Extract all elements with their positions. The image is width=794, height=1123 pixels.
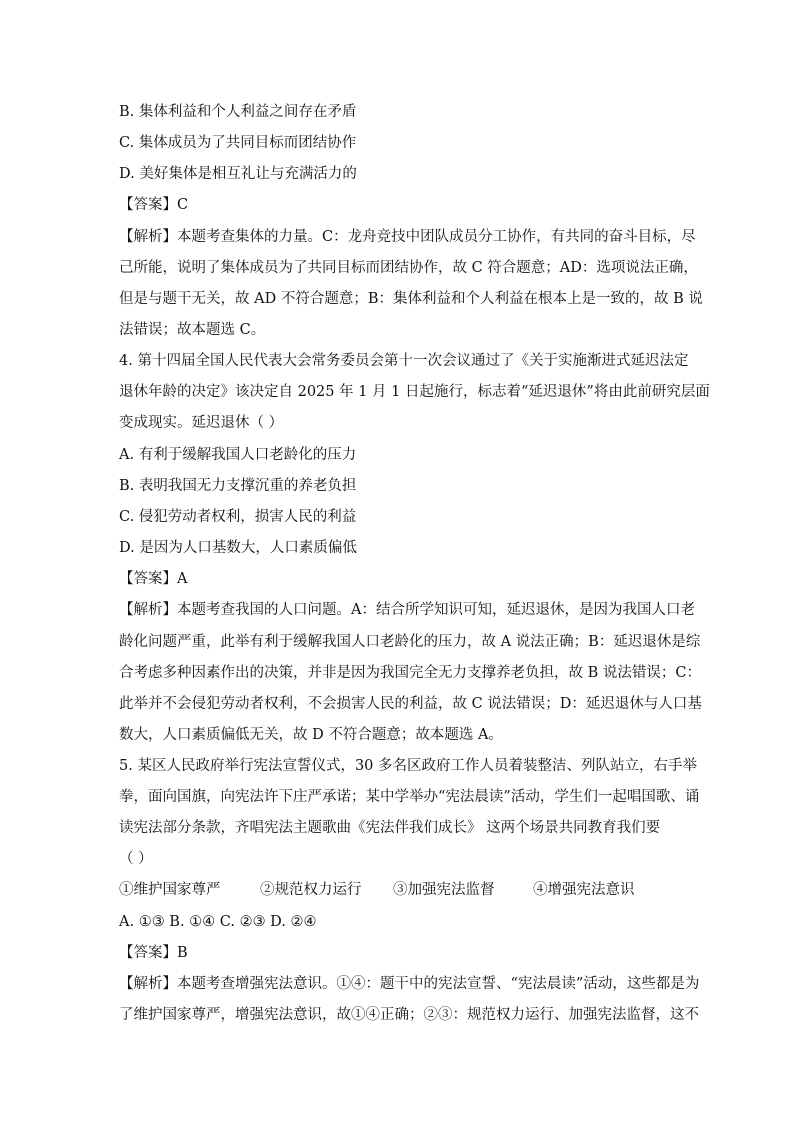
statement-1: ①维护国家尊严	[119, 882, 221, 898]
analysis-line: 法错误；故本题选 C。	[119, 322, 266, 338]
question-4-stem: 变成现实。延迟退休（ ）	[119, 415, 284, 431]
analysis-line: 龄化问题严重，此举有利于缓解我国人口老龄化的压力，故 A 说法正确；B：延迟退休是综	[119, 634, 701, 650]
statement-4: ④增强宪法意识	[533, 882, 635, 898]
analysis-line: 【解析】本题考查增强宪法意识。①④：题干中的宪法宣誓、“宪法晨读”活动，这些都是为	[119, 976, 700, 992]
statement-3: ③加强宪法监督	[393, 882, 495, 898]
question-5-stem: 拳，面向国旗，向宪法许下庄严承诺；某中学举办“宪法晨读”活动，学生们一起唱国歌、诵	[119, 789, 700, 805]
option-d-text: D. 是因为人口基数大，人口素质偏低	[119, 540, 357, 556]
analysis-line: 【解析】本题考查集体的力量。C：龙舟竞技中团队成员分工协作，有共同的奋斗目标，尽	[119, 229, 696, 245]
analysis-line: 【解析】本题考查我国的人口问题。A：结合所学知识可知，延迟退休，是因为我国人口老	[119, 602, 695, 618]
answer-line: 【答案】B	[119, 945, 188, 961]
analysis-line: 己所能，说明了集体成员为了共同目标而团结协作，故 C 符合题意；AD：选项说法正确，	[119, 260, 698, 276]
option-a-text: A. 有利于缓解我国人口老龄化的压力	[119, 447, 357, 463]
analysis-line: 了维护国家尊严，增强宪法意识，故①④正确；②③：规范权力运行、加强宪法监督，这不	[119, 1007, 699, 1023]
analysis-line: 此举并不会侵犯劳动者权利，不会损害人民的利益，故 C 说法错误；D：延迟退休与人口基	[119, 696, 702, 712]
statement-2: ②规范权力运行	[260, 882, 362, 898]
option-c-text: C. 集体成员为了共同目标而团结协作	[119, 135, 357, 151]
option-d-text: D. 美好集体是相互礼让与充满活力的	[119, 166, 357, 182]
question-5-stem: 5. 某区人民政府举行宪法宣誓仪式，30 多名区政府工作人员着装整洁、列队站立，右手举	[119, 758, 697, 774]
option-b-text: B. 表明我国无力支撑沉重的养老负担	[119, 478, 357, 494]
option-b-text: B. 集体利益和个人利益之间存在矛盾	[119, 104, 357, 120]
question-4-stem: 4. 第十四届全国人民代表大会常务委员会第十一次会议通过了《关于实施渐进式延迟法定	[119, 353, 689, 369]
analysis-line: 但是与题干无关，故 AD 不符合题意；B：集体利益和个人利益在根本上是一致的，故 B 说	[119, 291, 703, 307]
answer-line: 【答案】C	[119, 197, 189, 213]
question-4-stem: 退休年龄的决定》该决定自 2025 年 1 月 1 日起施行，标志着“延迟退休”将由此前研究层面	[119, 384, 710, 400]
question-5-statements	[119, 880, 679, 900]
analysis-line: 合考虑多种因素作出的决策，并非是因为我国完全无力支撑养老负担，故 B 说法错误；C：	[119, 665, 701, 681]
answer-line: 【答案】A	[119, 571, 188, 587]
question-5-stem: 读宪法部分条款，齐唱宪法主题歌曲《宪法伴我们成长》 这两个场景共同教育我们要	[119, 820, 661, 836]
question-5-blank: （ ）	[119, 851, 153, 867]
option-c-text: C. 侵犯劳动者权利，损害人民的利益	[119, 509, 357, 525]
answer-choices: A. ①③ B. ①④ C. ②③ D. ②④	[119, 914, 317, 930]
analysis-line: 数大，人口素质偏低无关，故 D 不符合题意；故本题选 A。	[119, 727, 503, 743]
